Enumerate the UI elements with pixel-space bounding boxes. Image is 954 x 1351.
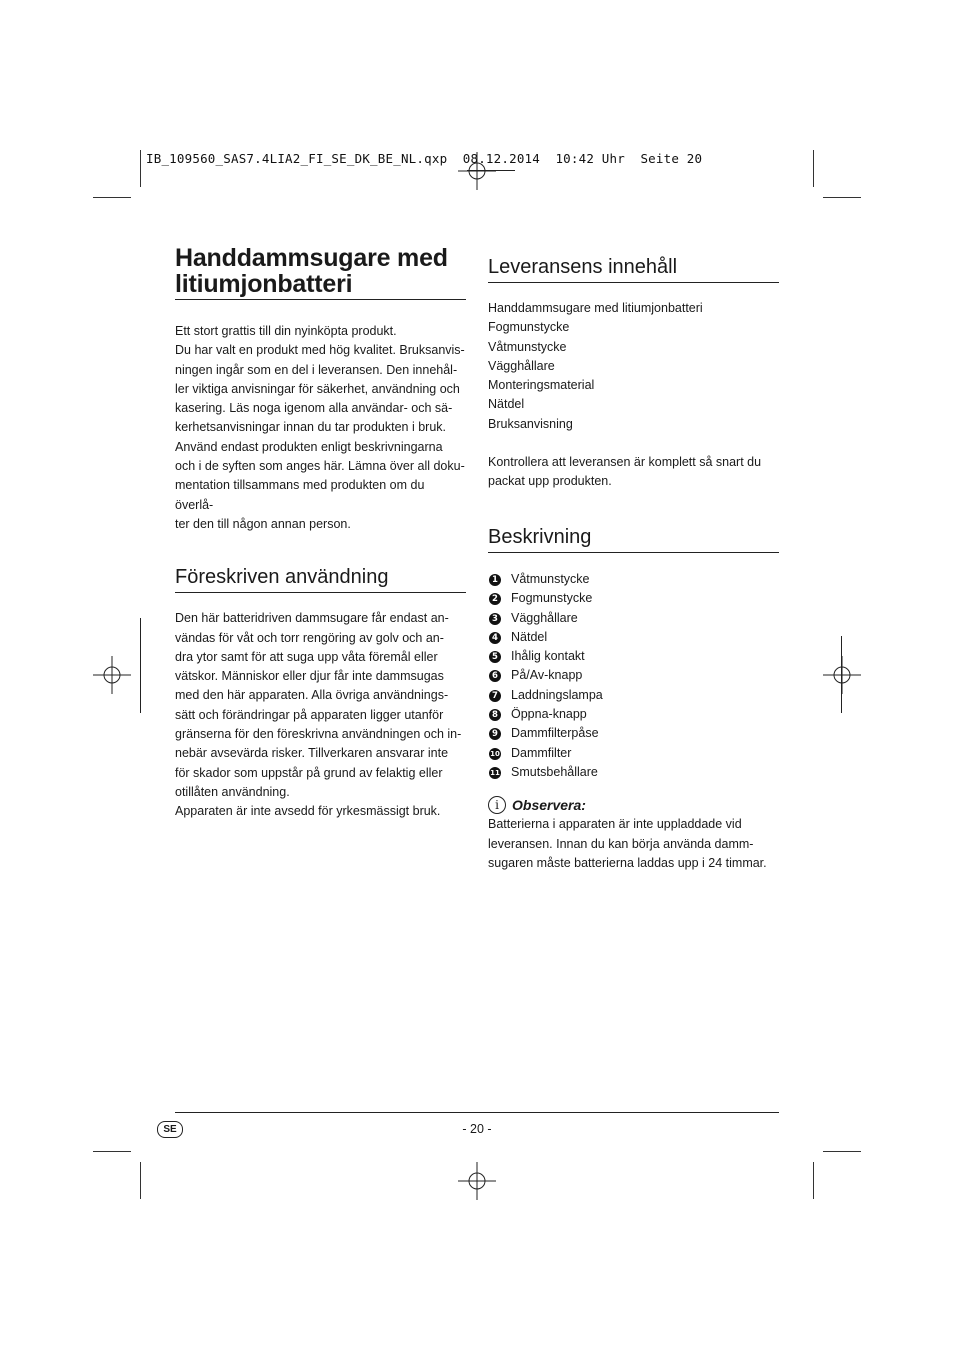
registration-line <box>467 170 515 171</box>
delivery-list <box>488 299 779 434</box>
usage-line: sätt och förändringar på apparaten ligger utanför <box>175 707 444 722</box>
number-badge: 8 <box>489 709 501 721</box>
list-item <box>488 686 779 705</box>
item-label: Fogmunstycke <box>511 591 593 606</box>
page-number: - 20 - <box>462 1122 492 1136</box>
intro-line: kerhetsanvisningar innan du tar produkten i bruk. <box>175 420 446 435</box>
note-heading: Observera: <box>512 797 586 814</box>
intro-line: ler viktiga anvisningar för säkerhet, användning och <box>175 381 460 396</box>
item-label: Dammfilterpåse <box>511 726 599 741</box>
number-badge: 6 <box>489 670 501 682</box>
intro-line: mentation tillsammans med produkten om du överlå- <box>175 478 425 512</box>
item-label: På/Av-knapp <box>511 668 583 683</box>
intro-line: Använd endast produkten enligt beskrivningarna <box>175 439 443 454</box>
usage-line: Den här batteridriven dammsugare får endast an- <box>175 611 449 626</box>
delivery-section <box>488 255 779 492</box>
number-badge: 10 <box>490 749 500 758</box>
registration-mark-left <box>93 656 131 694</box>
list-item <box>488 724 779 743</box>
footer-rule <box>175 1112 779 1113</box>
note-header <box>488 796 779 814</box>
usage-line: med den här apparaten. Alla övriga användnings- <box>175 688 449 703</box>
usage-line: vändas för våt och torr rengöring av golv och an- <box>175 630 444 645</box>
item-label: Öppna-knapp <box>511 707 587 722</box>
note-line: Batterierna i apparaten är inte uppladdade vid <box>488 817 742 832</box>
note-line: sugaren måste batterierna laddas upp i 24 timmar. <box>488 855 767 870</box>
note-box <box>488 796 779 873</box>
number-badge: 9 <box>489 728 501 740</box>
crop-mark <box>813 150 814 187</box>
note-text <box>488 815 779 873</box>
usage-line: gränserna för den föreskrivna användningen och in- <box>175 727 462 742</box>
crop-mark <box>813 1162 814 1199</box>
intro-line: ningen ingår som en del i leveransen. Den innehål- <box>175 362 458 377</box>
list-item <box>488 763 779 782</box>
number-badge: 1 <box>489 574 501 586</box>
list-item: Vägghållare <box>488 358 555 373</box>
list-item: Våtmunstycke <box>488 339 567 354</box>
intro-line: Du har valt en produkt med hög kvalitet. Bruksanvis- <box>175 343 465 358</box>
description-heading: Beskrivning <box>488 525 779 553</box>
list-item <box>488 666 779 685</box>
number-badge: 5 <box>489 651 501 663</box>
list-item <box>488 589 779 608</box>
number-badge: 7 <box>489 690 501 702</box>
crop-mark <box>93 197 131 198</box>
list-item <box>488 744 779 763</box>
item-label: Våtmunstycke <box>511 572 590 586</box>
intro-line: och i de syften som anges här. Lämna över all doku- <box>175 459 465 474</box>
note-line: leveransen. Innan du kan börja använda damm- <box>488 836 754 851</box>
usage-line: otillåten användning. <box>175 784 290 799</box>
list-item <box>488 570 779 589</box>
usage-text <box>175 609 466 821</box>
usage-line: för skador som uppstår på grund av felaktig eller <box>175 765 443 780</box>
intro-text <box>175 322 466 534</box>
list-item <box>488 705 779 724</box>
delivery-check-text <box>488 453 779 492</box>
item-label: Smutsbehållare <box>511 764 598 779</box>
registration-line <box>841 636 842 713</box>
delivery-heading: Leveransens innehåll <box>488 255 779 283</box>
usage-line: Apparaten är inte avsedd för yrkesmässigt bruk. <box>175 804 441 819</box>
number-badge: 2 <box>489 593 501 605</box>
list-item: Fogmunstycke <box>488 320 570 335</box>
check-line: Kontrollera att leveransen är komplett så snart du <box>488 455 762 470</box>
number-badge: 11 <box>490 768 500 777</box>
item-label: Ihålig kontakt <box>511 649 585 664</box>
check-line: packat upp produkten. <box>488 474 612 489</box>
intro-line: Ett stort grattis till din nyinköpta produkt. <box>175 324 397 338</box>
description-section <box>488 525 779 873</box>
list-item <box>488 609 779 628</box>
registration-line <box>140 618 141 713</box>
registration-mark-bottom <box>458 1162 496 1200</box>
info-icon: i <box>488 796 506 814</box>
left-column <box>175 245 466 822</box>
country-badge: SE <box>157 1121 183 1138</box>
list-item <box>488 628 779 647</box>
number-badge: 4 <box>489 632 501 644</box>
page-title: Handdammsugare med litiumjonbatteri <box>175 245 466 300</box>
item-label: Laddningslampa <box>511 687 603 702</box>
registration-mark-right <box>823 656 861 694</box>
intro-line: ter den till någon annan person. <box>175 516 351 531</box>
list-item <box>488 647 779 666</box>
list-item: Bruksanvisning <box>488 416 573 431</box>
intro-line: kasering. Läs noga igenom alla användar- och sä- <box>175 401 453 416</box>
usage-line: vätskor. Människor eller djur får inte dammsugas <box>175 669 444 684</box>
crop-mark <box>823 197 861 198</box>
item-label: Nätdel <box>511 629 548 644</box>
list-item: Nätdel <box>488 397 525 412</box>
print-slug: IB_109560_SAS7.4LIA2_FI_SE_DK_BE_NL.qxp 08.12.2014 10:42 Uhr Seite 20 <box>146 151 703 166</box>
usage-heading: Föreskriven användning <box>175 565 466 593</box>
description-list <box>488 570 779 782</box>
registration-mark-top <box>458 152 496 190</box>
item-label: Dammfilter <box>511 745 572 760</box>
crop-mark <box>823 1151 861 1152</box>
crop-mark <box>140 1162 141 1199</box>
usage-line: dra ytor samt för att suga upp våta föremål eller <box>175 649 438 664</box>
usage-line: nebär avsevärda risker. Tillverkaren ansvarar inte <box>175 746 449 761</box>
crop-mark <box>93 1151 131 1152</box>
list-item: Handdammsugare med litiumjonbatteri <box>488 301 703 315</box>
crop-mark <box>140 150 141 187</box>
item-label: Vägghållare <box>511 610 578 625</box>
list-item: Monteringsmaterial <box>488 378 595 393</box>
number-badge: 3 <box>489 613 501 625</box>
